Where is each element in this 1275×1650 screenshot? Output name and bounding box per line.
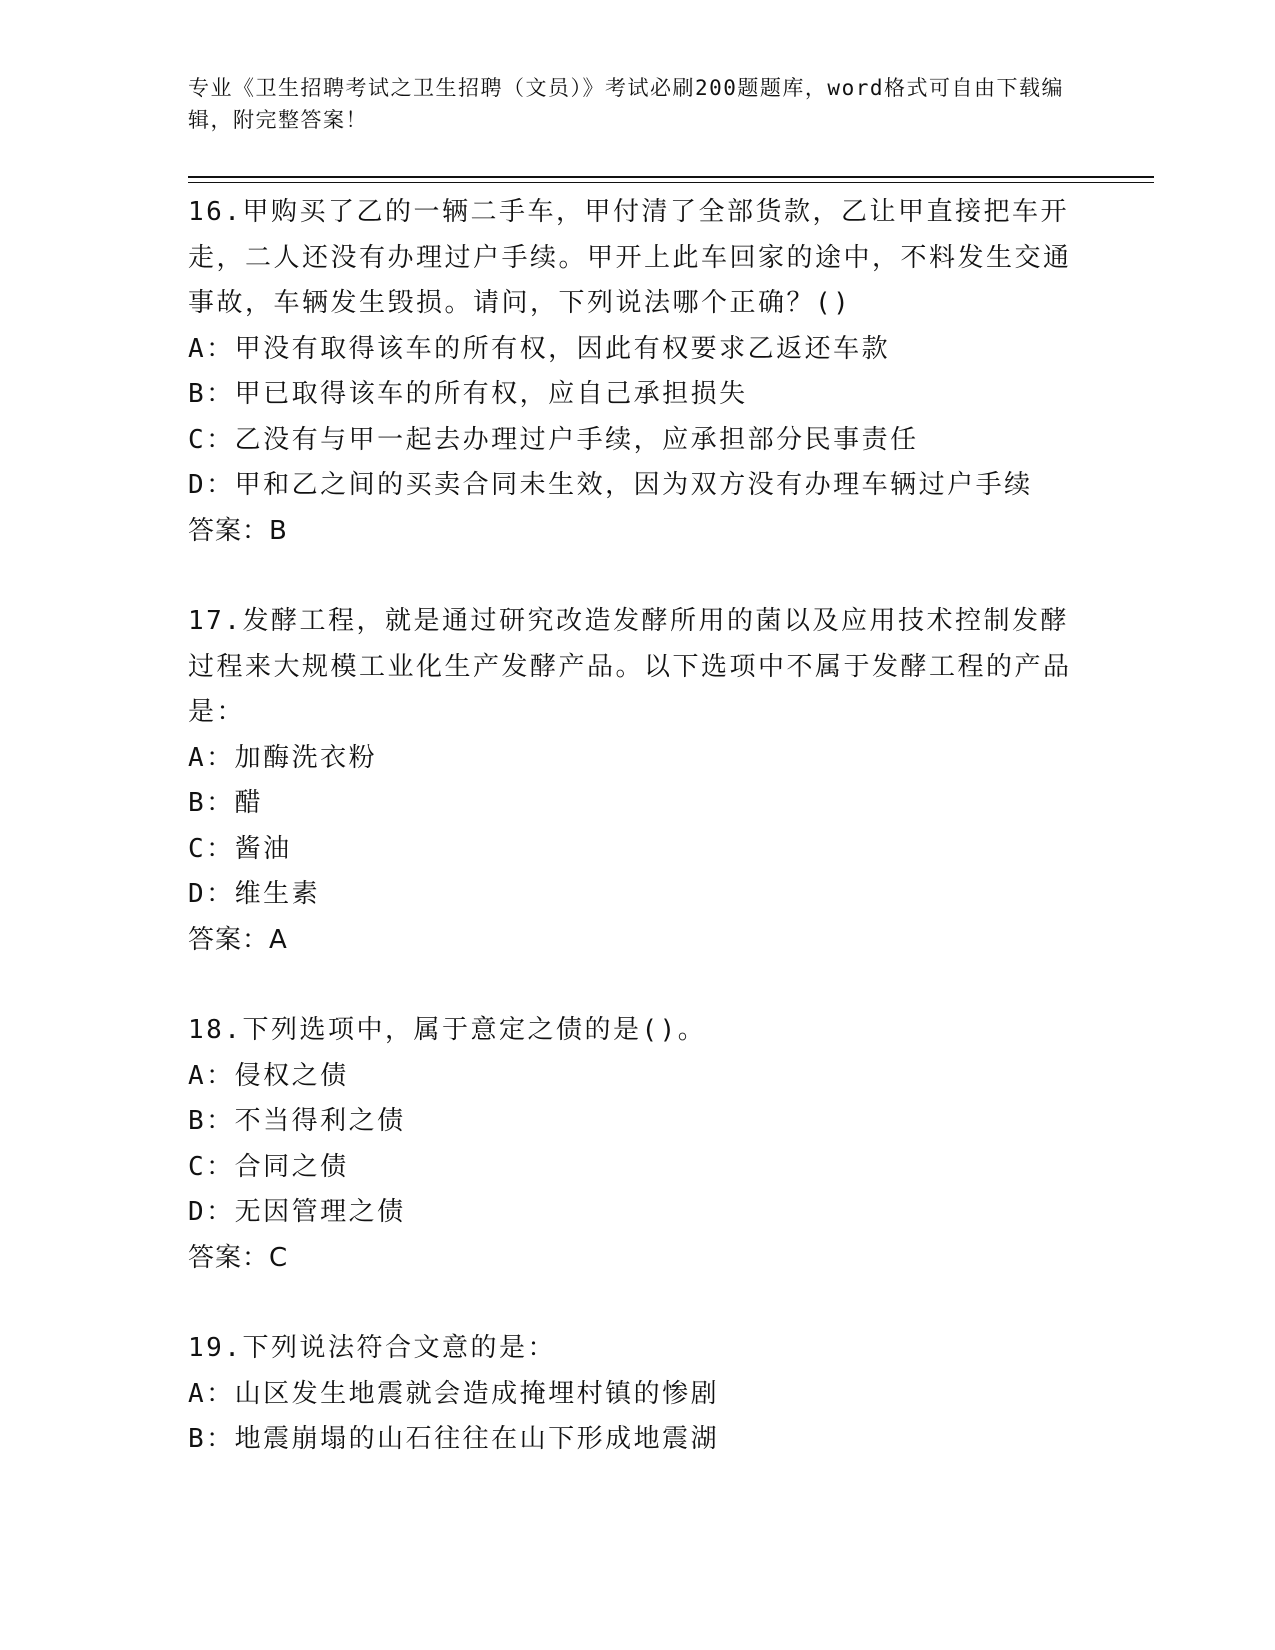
question-19	[188, 1326, 1088, 1463]
question-list	[188, 190, 1088, 1508]
question-stem: 18.下列选项中，属于意定之债的是()。	[188, 1015, 707, 1045]
question-stem: 17.发酵工程，就是通过研究改造发酵所用的菌以及应用技术控制发酵过程来大规模工业化生产发酵产品。以下选项中不属于发酵工程的产品是：	[188, 606, 1072, 727]
question-16	[188, 190, 1088, 554]
option-d: D：维生素	[188, 879, 321, 909]
option-b: B：不当得利之债	[188, 1106, 406, 1136]
option-b: B：醋	[188, 788, 264, 818]
question-stem: 19.下列说法符合文意的是：	[188, 1333, 556, 1363]
option-a: A：加酶洗衣粉	[188, 742, 378, 773]
option-a: A：甲没有取得该车的所有权，因此有权要求乙返还车款	[188, 333, 891, 364]
document-header: 专业《卫生招聘考试之卫生招聘（文员）》考试必刷200题题库，word格式可自由下载编辑，附完整答案！	[188, 76, 1064, 132]
header-rule-thick	[188, 176, 1154, 178]
option-c: C：合同之债	[188, 1151, 349, 1182]
option-c: C：酱油	[188, 833, 292, 864]
option-d: D：甲和乙之间的买卖合同未生效，因为双方没有办理车辆过户手续	[188, 470, 1033, 500]
question-stem: 16.甲购买了乙的一辆二手车，甲付清了全部货款，乙让甲直接把车开走，二人还没有办理过户手续。甲开上此车回家的途中，不料发生交通事故，车辆发生毁损。请问，下列说法哪个正确？()	[188, 197, 1072, 318]
question-17	[188, 599, 1088, 963]
option-d: D：无因管理之债	[188, 1197, 406, 1227]
question-18	[188, 1008, 1088, 1281]
option-c: C：乙没有与甲一起去办理过户手续，应承担部分民事责任	[188, 424, 919, 455]
option-a: A：侵权之债	[188, 1060, 349, 1091]
option-b: B：地震崩塌的山石往往在山下形成地震湖	[188, 1424, 720, 1454]
answer: 答案：B	[188, 515, 288, 546]
option-a: A：山区发生地震就会造成掩埋村镇的惨剧	[188, 1378, 720, 1409]
option-b: B：甲已取得该车的所有权，应自己承担损失	[188, 379, 748, 409]
header-rule-thin	[188, 182, 1154, 183]
answer: 答案：A	[188, 924, 288, 955]
answer: 答案：C	[188, 1242, 289, 1273]
